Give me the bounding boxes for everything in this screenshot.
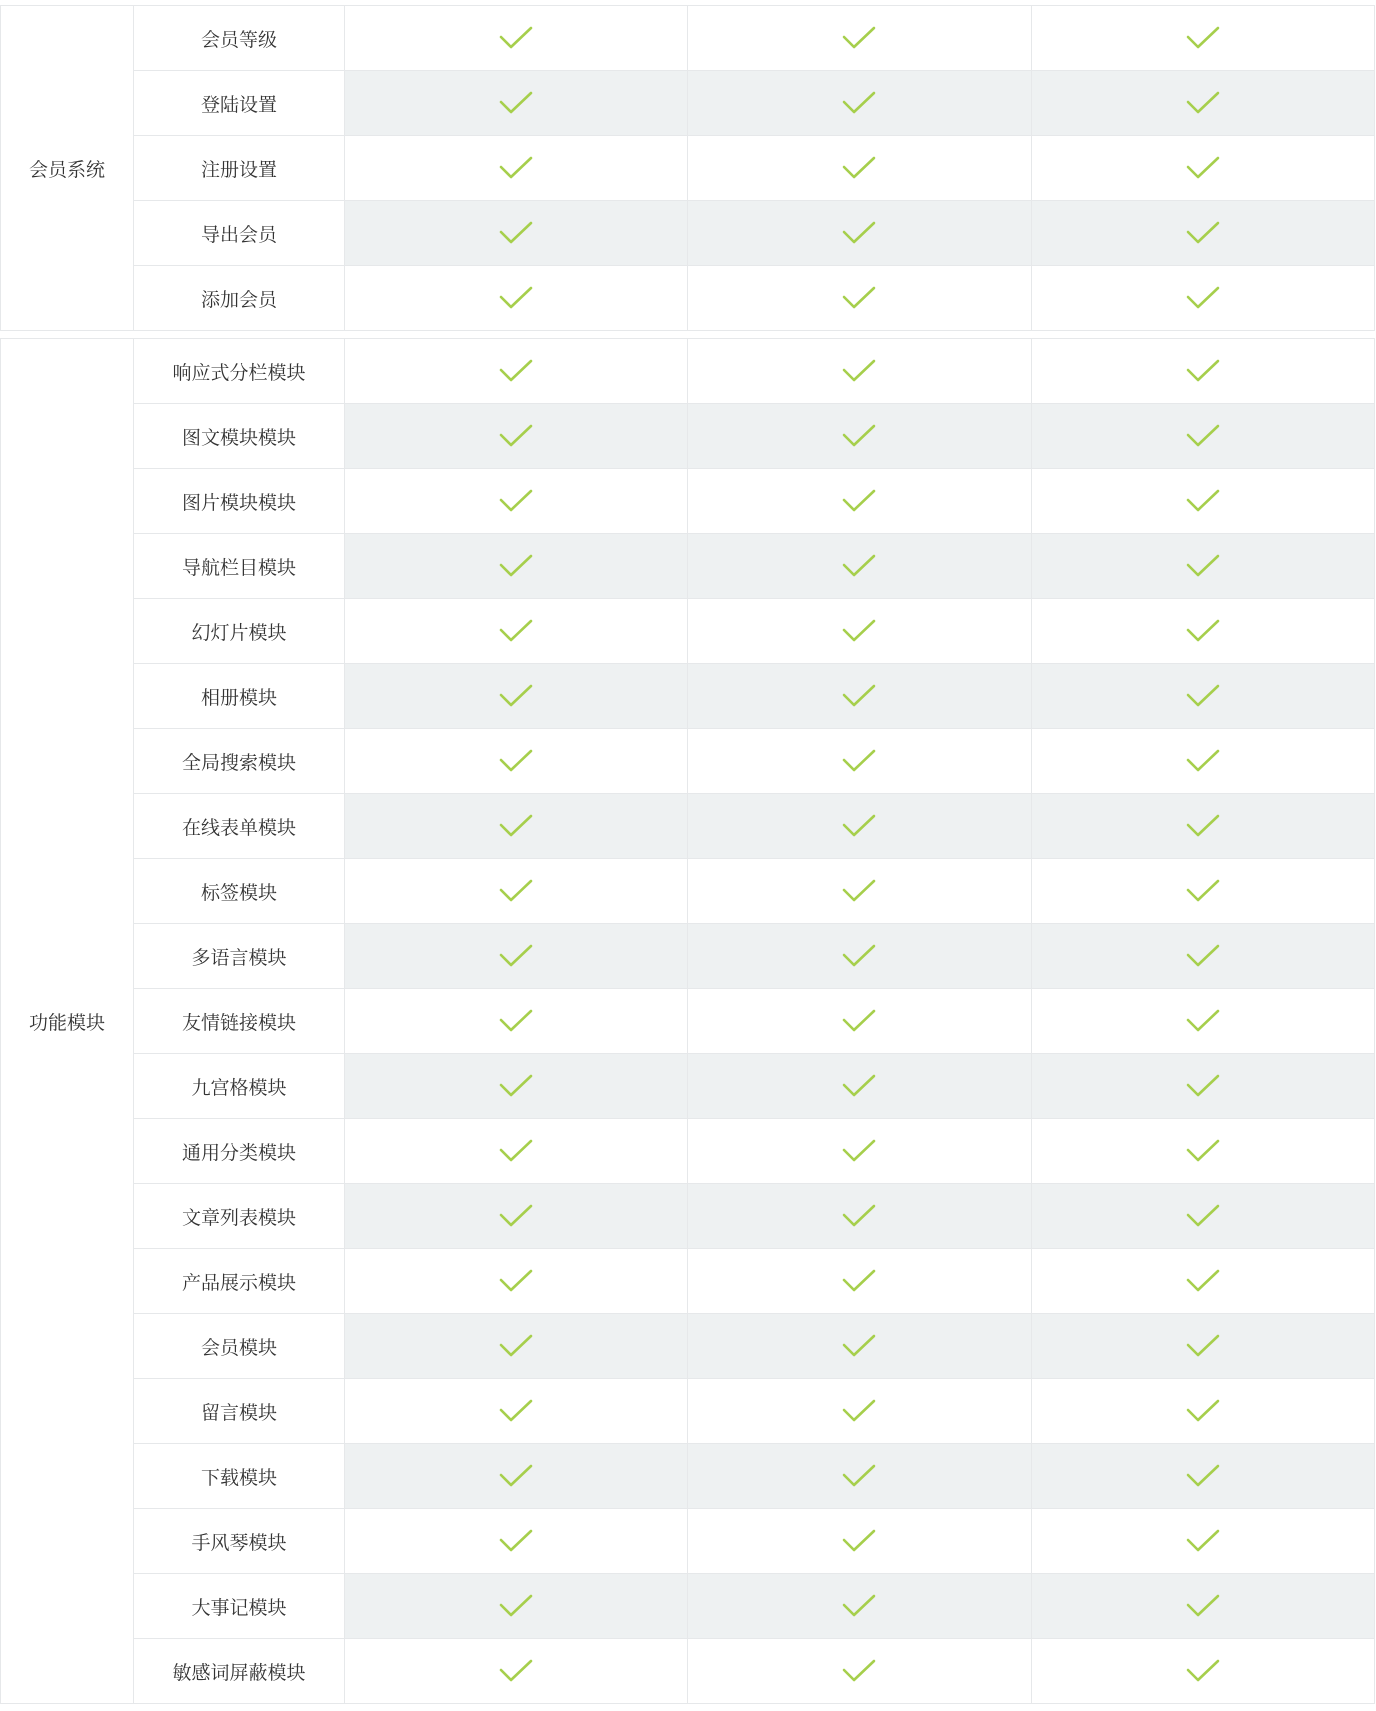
availability-cell	[1031, 1639, 1374, 1704]
availability-cell	[345, 1119, 688, 1184]
availability-cell	[345, 469, 688, 534]
check-icon	[842, 554, 876, 578]
check-icon	[499, 221, 533, 245]
availability-cell	[688, 1379, 1031, 1444]
availability-cell	[688, 1184, 1031, 1249]
check-icon	[1186, 879, 1220, 903]
availability-cell	[345, 534, 688, 599]
availability-cell	[1031, 71, 1374, 136]
availability-cell	[688, 534, 1031, 599]
feature-name-cell: 登陆设置	[134, 71, 345, 136]
availability-cell	[688, 1444, 1031, 1509]
check-icon	[1186, 1334, 1220, 1358]
availability-cell	[1031, 1574, 1374, 1639]
feature-comparison-table	[0, 5, 1375, 1711]
feature-name-cell: 图文模块模块	[134, 404, 345, 469]
availability-cell	[1031, 859, 1374, 924]
feature-name-cell: 九宫格模块	[134, 1054, 345, 1119]
check-icon	[499, 1074, 533, 1098]
table-row	[1, 1379, 1375, 1444]
availability-cell	[688, 6, 1031, 71]
availability-cell	[345, 1444, 688, 1509]
feature-name-cell: 手风琴模块	[134, 1509, 345, 1574]
category-cell: 会员系统	[1, 6, 134, 331]
feature-group	[0, 338, 1375, 1704]
feature-name-cell: 添加会员	[134, 266, 345, 331]
table-row	[1, 989, 1375, 1054]
table-row	[1, 924, 1375, 989]
feature-name-cell: 相册模块	[134, 664, 345, 729]
check-icon	[842, 684, 876, 708]
feature-name-cell: 全局搜索模块	[134, 729, 345, 794]
availability-cell	[688, 924, 1031, 989]
check-icon	[842, 1464, 876, 1488]
table-row	[1, 794, 1375, 859]
check-icon	[842, 619, 876, 643]
availability-cell	[1031, 266, 1374, 331]
table-row	[1, 404, 1375, 469]
check-icon	[842, 286, 876, 310]
check-icon	[1186, 1594, 1220, 1618]
check-icon	[499, 879, 533, 903]
check-icon	[1186, 1529, 1220, 1553]
availability-cell	[1031, 6, 1374, 71]
category-cell: 功能模块	[1, 339, 134, 1704]
feature-groups	[0, 5, 1375, 1704]
check-icon	[842, 91, 876, 115]
availability-cell	[345, 1054, 688, 1119]
availability-cell	[1031, 794, 1374, 859]
availability-cell	[688, 1509, 1031, 1574]
availability-cell	[345, 664, 688, 729]
check-icon	[842, 221, 876, 245]
check-icon	[842, 1074, 876, 1098]
availability-cell	[345, 729, 688, 794]
table-row	[1, 6, 1375, 71]
availability-cell	[345, 339, 688, 404]
check-icon	[1186, 619, 1220, 643]
check-icon	[499, 1204, 533, 1228]
check-icon	[499, 554, 533, 578]
availability-cell	[1031, 1379, 1374, 1444]
feature-name-cell: 导出会员	[134, 201, 345, 266]
feature-name-cell: 多语言模块	[134, 924, 345, 989]
availability-cell	[688, 794, 1031, 859]
availability-cell	[345, 1184, 688, 1249]
check-icon	[842, 1334, 876, 1358]
availability-cell	[345, 136, 688, 201]
availability-cell	[1031, 1249, 1374, 1314]
check-icon	[499, 1139, 533, 1163]
table-row	[1, 469, 1375, 534]
feature-name-cell: 导航栏目模块	[134, 534, 345, 599]
availability-cell	[1031, 1444, 1374, 1509]
feature-name-cell: 通用分类模块	[134, 1119, 345, 1184]
check-icon	[499, 1659, 533, 1683]
check-icon	[1186, 1269, 1220, 1293]
feature-name-cell: 大事记模块	[134, 1574, 345, 1639]
check-icon	[842, 359, 876, 383]
availability-cell	[688, 599, 1031, 664]
availability-cell	[688, 1054, 1031, 1119]
availability-cell	[1031, 469, 1374, 534]
check-icon	[1186, 1074, 1220, 1098]
check-icon	[842, 749, 876, 773]
table-row	[1, 729, 1375, 794]
availability-cell	[688, 469, 1031, 534]
availability-cell	[1031, 989, 1374, 1054]
availability-cell	[345, 201, 688, 266]
check-icon	[1186, 814, 1220, 838]
check-icon	[842, 944, 876, 968]
check-icon	[499, 814, 533, 838]
availability-cell	[688, 664, 1031, 729]
check-icon	[1186, 554, 1220, 578]
availability-cell	[345, 1574, 688, 1639]
feature-name-cell: 标签模块	[134, 859, 345, 924]
availability-cell	[1031, 201, 1374, 266]
availability-cell	[1031, 136, 1374, 201]
check-icon	[499, 424, 533, 448]
check-icon	[842, 1009, 876, 1033]
availability-cell	[1031, 1119, 1374, 1184]
availability-cell	[688, 201, 1031, 266]
feature-name-cell: 友情链接模块	[134, 989, 345, 1054]
check-icon	[842, 1204, 876, 1228]
check-icon	[1186, 424, 1220, 448]
check-icon	[499, 1464, 533, 1488]
check-icon	[1186, 359, 1220, 383]
check-icon	[499, 26, 533, 50]
check-icon	[499, 489, 533, 513]
check-icon	[1186, 26, 1220, 50]
table-row	[1, 534, 1375, 599]
check-icon	[1186, 489, 1220, 513]
check-icon	[1186, 749, 1220, 773]
table-row	[1, 136, 1375, 201]
availability-cell	[345, 1639, 688, 1704]
check-icon	[499, 359, 533, 383]
availability-cell	[345, 989, 688, 1054]
feature-name-cell: 注册设置	[134, 136, 345, 201]
feature-name-cell: 响应式分栏模块	[134, 339, 345, 404]
check-icon	[1186, 684, 1220, 708]
availability-cell	[1031, 339, 1374, 404]
availability-cell	[1031, 729, 1374, 794]
availability-cell	[1031, 1509, 1374, 1574]
check-icon	[499, 1529, 533, 1553]
check-icon	[499, 156, 533, 180]
feature-name-cell: 敏感词屏蔽模块	[134, 1639, 345, 1704]
feature-name-cell: 文章列表模块	[134, 1184, 345, 1249]
table-row	[1, 664, 1375, 729]
check-icon	[842, 1529, 876, 1553]
availability-cell	[1031, 599, 1374, 664]
availability-cell	[1031, 924, 1374, 989]
check-icon	[1186, 156, 1220, 180]
availability-cell	[345, 1314, 688, 1379]
availability-cell	[1031, 664, 1374, 729]
check-icon	[499, 1269, 533, 1293]
availability-cell	[1031, 404, 1374, 469]
availability-cell	[345, 1249, 688, 1314]
check-icon	[499, 286, 533, 310]
availability-cell	[688, 404, 1031, 469]
availability-cell	[688, 1314, 1031, 1379]
availability-cell	[345, 794, 688, 859]
check-icon	[1186, 286, 1220, 310]
check-icon	[842, 1399, 876, 1423]
availability-cell	[688, 1119, 1031, 1184]
table-row	[1, 1444, 1375, 1509]
table-row	[1, 266, 1375, 331]
availability-cell	[688, 136, 1031, 201]
check-icon	[1186, 1399, 1220, 1423]
check-icon	[499, 1594, 533, 1618]
table-row	[1, 599, 1375, 664]
check-icon	[499, 619, 533, 643]
table-row	[1, 1509, 1375, 1574]
table-row	[1, 1639, 1375, 1704]
feature-name-cell: 留言模块	[134, 1379, 345, 1444]
table-row	[1, 201, 1375, 266]
check-icon	[1186, 1139, 1220, 1163]
check-icon	[499, 684, 533, 708]
check-icon	[1186, 1659, 1220, 1683]
availability-cell	[345, 599, 688, 664]
availability-cell	[1031, 1054, 1374, 1119]
check-icon	[842, 1269, 876, 1293]
table-row	[1, 339, 1375, 404]
availability-cell	[1031, 534, 1374, 599]
table-row	[1, 1314, 1375, 1379]
feature-group-table	[0, 338, 1375, 1704]
availability-cell	[1031, 1184, 1374, 1249]
feature-name-cell: 下载模块	[134, 1444, 345, 1509]
feature-name-cell: 图片模块模块	[134, 469, 345, 534]
check-icon	[842, 26, 876, 50]
availability-cell	[345, 1509, 688, 1574]
table-row	[1, 71, 1375, 136]
check-icon	[842, 156, 876, 180]
check-icon	[499, 91, 533, 115]
check-icon	[842, 814, 876, 838]
availability-cell	[345, 924, 688, 989]
feature-name-cell: 会员模块	[134, 1314, 345, 1379]
check-icon	[499, 1334, 533, 1358]
check-icon	[1186, 944, 1220, 968]
check-icon	[499, 749, 533, 773]
check-icon	[1186, 1009, 1220, 1033]
feature-name-cell: 在线表单模块	[134, 794, 345, 859]
table-row	[1, 1054, 1375, 1119]
availability-cell	[345, 266, 688, 331]
availability-cell	[1031, 1314, 1374, 1379]
feature-group-table	[0, 5, 1375, 331]
availability-cell	[688, 1639, 1031, 1704]
feature-name-cell: 幻灯片模块	[134, 599, 345, 664]
availability-cell	[688, 1249, 1031, 1314]
check-icon	[499, 1399, 533, 1423]
availability-cell	[345, 1379, 688, 1444]
check-icon	[1186, 91, 1220, 115]
availability-cell	[688, 729, 1031, 794]
availability-cell	[345, 859, 688, 924]
availability-cell	[688, 339, 1031, 404]
check-icon	[1186, 221, 1220, 245]
check-icon	[842, 1139, 876, 1163]
table-row	[1, 1574, 1375, 1639]
feature-name-cell: 产品展示模块	[134, 1249, 345, 1314]
check-icon	[842, 879, 876, 903]
check-icon	[842, 1594, 876, 1618]
availability-cell	[688, 266, 1031, 331]
availability-cell	[345, 404, 688, 469]
feature-name-cell: 会员等级	[134, 6, 345, 71]
availability-cell	[345, 6, 688, 71]
check-icon	[499, 944, 533, 968]
availability-cell	[688, 859, 1031, 924]
availability-cell	[688, 1574, 1031, 1639]
check-icon	[842, 489, 876, 513]
availability-cell	[345, 71, 688, 136]
table-row	[1, 1119, 1375, 1184]
table-row	[1, 1184, 1375, 1249]
table-row	[1, 1249, 1375, 1314]
check-icon	[842, 424, 876, 448]
availability-cell	[688, 71, 1031, 136]
check-icon	[1186, 1204, 1220, 1228]
feature-group	[0, 5, 1375, 331]
table-row	[1, 859, 1375, 924]
check-icon	[842, 1659, 876, 1683]
check-icon	[1186, 1464, 1220, 1488]
availability-cell	[688, 989, 1031, 1054]
check-icon	[499, 1009, 533, 1033]
